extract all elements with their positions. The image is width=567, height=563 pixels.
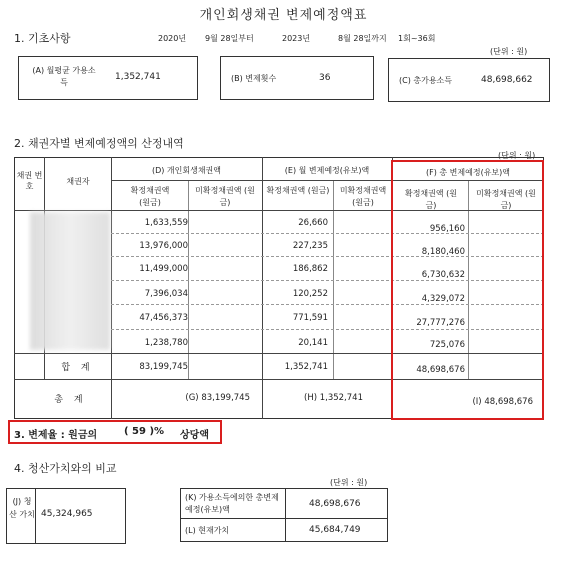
page-title: 개인회생채권 변제예정액표 bbox=[199, 8, 368, 23]
row-e: 186,862 bbox=[292, 264, 328, 274]
sum-label: 합 계 bbox=[61, 363, 94, 373]
highlight-f-column bbox=[391, 160, 544, 420]
box-c-label: (C) 총가용소득 bbox=[399, 76, 453, 85]
box-c bbox=[388, 58, 550, 102]
sub-e-unconfirmed: 미확정채권액 (원금) bbox=[339, 186, 387, 207]
box-j-value: 45,324,965 bbox=[41, 509, 93, 519]
section-4-heading: 4. 청산가치와의 비교 bbox=[14, 462, 117, 475]
row-d: 1,633,559 bbox=[144, 218, 188, 228]
section-2-heading: 2. 채권자별 변제예정액의 산정내역 bbox=[14, 137, 184, 150]
total-label: 총 계 bbox=[54, 395, 87, 405]
total-d: (G) 83,199,745 bbox=[185, 393, 250, 403]
box-b-value: 36 bbox=[319, 73, 331, 83]
total-e: (H) 1,352,741 bbox=[304, 393, 363, 403]
box-l-label: (L) 현재가치 bbox=[185, 526, 230, 535]
sum-e: 1,352,741 bbox=[284, 362, 328, 372]
row-e: 20,141 bbox=[298, 338, 328, 348]
box-a-value: 1,352,741 bbox=[115, 72, 161, 82]
sub-d-unconfirmed: 미확정채권액 (원금) bbox=[195, 186, 255, 207]
section-4-unit: (단위 : 원) bbox=[330, 478, 368, 487]
period-start-date: 9월 28일부터 bbox=[205, 34, 254, 43]
row-f: 725,076 bbox=[429, 340, 465, 350]
box-j bbox=[6, 488, 126, 544]
sub-e-confirmed: 확정채권액 (원금) bbox=[266, 186, 330, 195]
row-e: 227,235 bbox=[292, 241, 328, 251]
col-header-f: (F) 총 변제예정(유보)액 bbox=[426, 168, 510, 177]
section-1-unit: (단위 : 원) bbox=[490, 47, 528, 56]
section-2-unit: (단위 : 원) bbox=[498, 151, 536, 160]
box-c-value: 48,698,662 bbox=[481, 75, 533, 85]
col-header-no: 채권 번호 bbox=[16, 171, 43, 191]
col-header-creditor: 채권자 bbox=[66, 177, 90, 186]
box-k-label: (K) 가용소득에의한 총변제예정(유보)액 bbox=[185, 493, 279, 514]
row-f: 6,730,632 bbox=[421, 270, 465, 280]
rate-suffix: 상당액 bbox=[180, 430, 209, 441]
sum-d: 83,199,745 bbox=[139, 362, 188, 372]
row-d: 11,499,000 bbox=[139, 264, 188, 274]
col-header-d: (D) 개인회생채권액 bbox=[151, 166, 222, 175]
section-1-heading: 1. 기초사항 bbox=[14, 32, 71, 45]
sub-f-unconfirmed: 미확정채권액 (원금) bbox=[476, 189, 536, 210]
total-f: (I) 48,698,676 bbox=[472, 397, 533, 407]
box-b bbox=[220, 56, 374, 100]
row-d: 13,976,000 bbox=[139, 241, 188, 251]
box-kl bbox=[180, 488, 388, 542]
row-d: 1,238,780 bbox=[144, 338, 188, 348]
box-l-value: 45,684,749 bbox=[309, 525, 361, 535]
row-e: 120,252 bbox=[292, 289, 328, 299]
period-end-year: 2023년 bbox=[282, 34, 311, 43]
row-f: 8,180,460 bbox=[421, 247, 465, 257]
box-a-label: (A) 월평균 가용소득 bbox=[32, 66, 96, 87]
redacted-creditors bbox=[30, 212, 110, 350]
rate-text: 3. 변제율 : 원금의 bbox=[14, 430, 98, 441]
box-k-value: 48,698,676 bbox=[309, 499, 361, 509]
period-start-year: 2020년 bbox=[158, 34, 187, 43]
row-e: 26,660 bbox=[298, 218, 328, 228]
sum-f: 48,698,676 bbox=[416, 365, 465, 375]
box-j-label: (J) 청산 가치 bbox=[9, 497, 35, 519]
sub-f-confirmed: 확정채권액 (원금) bbox=[404, 189, 458, 210]
row-f: 27,777,276 bbox=[416, 318, 465, 328]
row-f: 4,329,072 bbox=[421, 294, 465, 304]
period-count: 1회~36회 bbox=[398, 34, 436, 43]
box-a bbox=[18, 56, 198, 100]
row-e: 771,591 bbox=[292, 313, 328, 323]
box-b-label: (B) 변제횟수 bbox=[231, 74, 277, 83]
period-end-date: 8월 28일까지 bbox=[338, 34, 387, 43]
row-d: 7,396,034 bbox=[144, 289, 188, 299]
row-f: 956,160 bbox=[429, 224, 465, 234]
rate-value: ( 59 )% bbox=[124, 426, 165, 437]
col-header-e: (E) 월 변제예정(유보)액 bbox=[284, 166, 370, 175]
row-d: 47,456,373 bbox=[139, 313, 188, 323]
sub-d-confirmed: 확정채권액 (원금) bbox=[130, 186, 170, 207]
